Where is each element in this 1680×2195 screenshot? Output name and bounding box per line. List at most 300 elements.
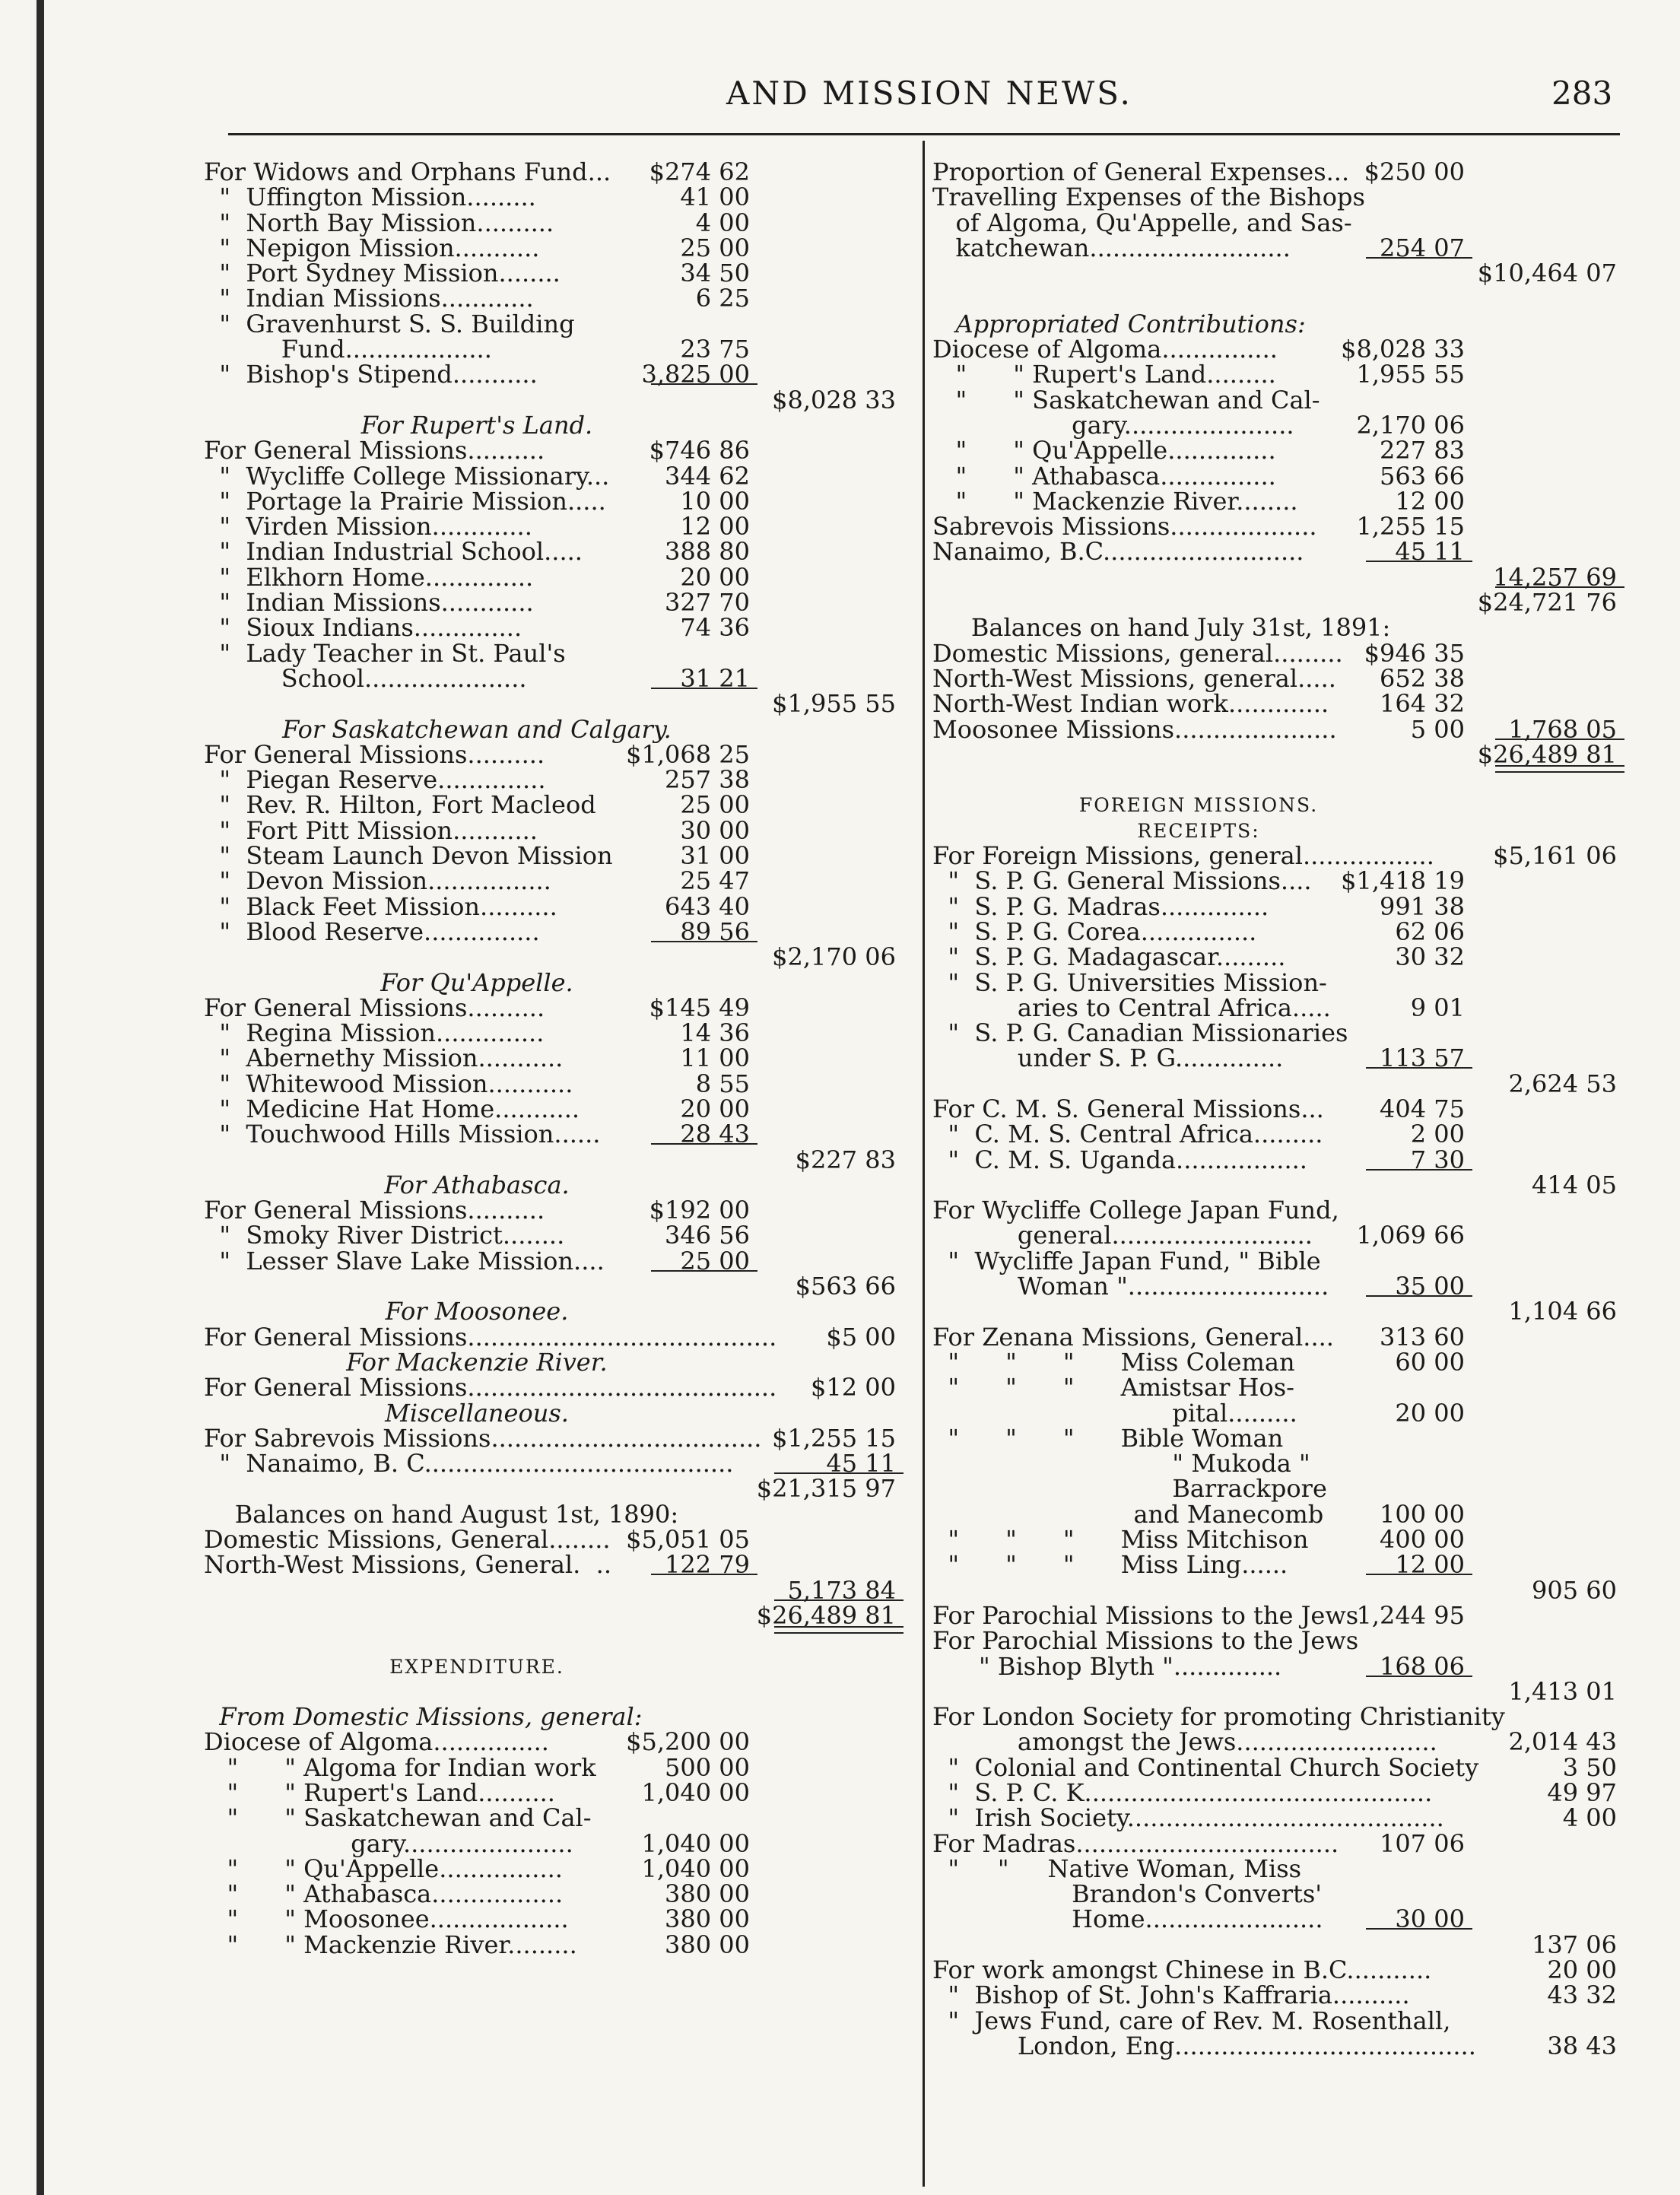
item-amount: $274 62 <box>649 157 750 186</box>
item-amount: 652 38 <box>1380 663 1465 693</box>
total-amount: 49 97 <box>1547 1778 1617 1807</box>
item-amount: 6 25 <box>695 284 750 313</box>
ledger-line <box>932 843 1624 869</box>
item-amount: 254 07 <box>1380 233 1465 262</box>
line-label: For Parochial Missions to the Jews <box>932 1626 1359 1656</box>
line-label: " Nanaimo, B. C........................................ <box>204 1449 734 1479</box>
line-label: " " Saskatchewan and Cal- <box>204 1803 592 1833</box>
section-heading: RECEIPTS: <box>1137 819 1260 842</box>
item-amount: 327 70 <box>665 588 750 618</box>
ledger-line <box>932 1274 1624 1299</box>
item-amount: 8 55 <box>695 1069 750 1098</box>
ledger-line <box>932 1299 1624 1324</box>
ledger-line <box>932 1423 1624 1453</box>
item-amount: 12 00 <box>1395 1550 1465 1580</box>
total-amount: $10,464 07 <box>1477 259 1617 288</box>
ledger-line <box>204 1299 902 1324</box>
sum-rule <box>1366 1067 1472 1069</box>
item-amount: 991 38 <box>1380 891 1465 921</box>
total-amount: 2,014 43 <box>1508 1727 1617 1757</box>
item-amount: 25 00 <box>680 790 750 820</box>
sum-rule <box>1366 257 1472 259</box>
ledger-line <box>932 1651 1624 1681</box>
ledger-line <box>204 410 902 440</box>
sum-rule <box>1366 1574 1472 1575</box>
ledger-line <box>932 1955 1624 1985</box>
total-amount: $26,489 81 <box>1477 739 1617 769</box>
ledger-line <box>204 486 902 516</box>
sum-rule <box>1366 1295 1472 1297</box>
line-label: " C. M. S. Central Africa......... <box>932 1120 1323 1149</box>
ledger-line <box>204 1727 902 1757</box>
ledger-line <box>204 337 902 362</box>
line-label: " Wycliffe Japan Fund, " Bible <box>932 1246 1321 1275</box>
total-amount: 1,768 05 <box>1508 714 1617 744</box>
line-label: For Sabrevois Missions................................... <box>204 1423 762 1453</box>
item-amount: 7 30 <box>1410 1145 1465 1174</box>
ledger-line <box>932 663 1624 693</box>
total-amount: 2,624 53 <box>1508 1069 1617 1098</box>
ledger-line <box>204 1274 902 1299</box>
line-label: aries to Central Africa..... <box>932 993 1331 1022</box>
sum-rule <box>651 688 757 689</box>
ledger-line <box>204 385 902 415</box>
line-label: North-West Missions, general..... <box>932 663 1336 693</box>
item-amount: $1,418 19 <box>1341 866 1465 896</box>
item-amount: 1,244 95 <box>1356 1600 1465 1630</box>
line-label: Appropriated Contributions: <box>932 309 1306 338</box>
ledger-line <box>932 1069 1624 1098</box>
item-amount: 113 57 <box>1380 1043 1465 1073</box>
ledger-line <box>204 689 902 719</box>
line-label: amongst the Jews.......................... <box>932 1727 1437 1757</box>
item-amount: $145 49 <box>649 993 750 1022</box>
line-label: " " Mackenzie River........ <box>932 486 1298 516</box>
item-amount: $192 00 <box>649 1196 750 1225</box>
ledger-line <box>204 1679 902 1704</box>
ledger-line <box>932 689 1624 719</box>
ledger-line <box>932 1828 1624 1858</box>
item-amount: 30 00 <box>680 815 750 845</box>
item-amount: 34 50 <box>680 259 750 288</box>
item-amount: 31 21 <box>680 663 750 693</box>
ledger-line <box>932 1223 1624 1248</box>
line-label: North-West Indian work............. <box>932 689 1329 719</box>
ledger-line <box>932 1499 1624 1529</box>
ledger-line <box>932 438 1624 463</box>
item-amount: 12 00 <box>1395 486 1465 516</box>
item-amount: 1,255 15 <box>1356 512 1465 542</box>
line-label: " Mukoda " <box>932 1449 1310 1479</box>
ledger-line <box>204 1525 902 1555</box>
ledger-line <box>932 1854 1624 1883</box>
line-label: " Lady Teacher in St. Paul's <box>204 638 566 668</box>
line-label: " Indian Industrial School..... <box>204 537 583 567</box>
line-label: " " Algoma for Indian work <box>204 1752 596 1782</box>
line-label: " S. P. G. Corea............... <box>932 916 1257 946</box>
line-label: gary...................... <box>204 1828 573 1858</box>
line-label: " Piegan Reserve.............. <box>204 765 546 795</box>
line-label: " Uffington Mission......... <box>204 183 536 212</box>
section-heading: For Rupert's Land. <box>360 410 593 440</box>
line-label: For General Missions.......... <box>204 1196 545 1225</box>
item-amount: 20 00 <box>1395 1398 1465 1428</box>
line-label: For Widows and Orphans Fund... <box>204 157 611 186</box>
ledger-line <box>204 1628 902 1653</box>
total-amount: 905 60 <box>1532 1575 1617 1605</box>
ledger-line <box>932 233 1624 262</box>
line-label: For Foreign Missions, general................. <box>932 841 1434 871</box>
line-label: " S. P. G. Universities Mission- <box>932 967 1327 997</box>
line-label: " " Athabasca............... <box>932 461 1276 491</box>
sum-rule <box>651 383 757 385</box>
line-label: " Fort Pitt Mission........... <box>204 815 538 845</box>
item-amount: 380 00 <box>665 1930 750 1959</box>
ledger-line <box>204 562 902 592</box>
line-label: For C. M. S. General Missions... <box>932 1094 1324 1123</box>
ledger-line <box>204 537 902 567</box>
item-amount: 500 00 <box>665 1752 750 1782</box>
ledger-line <box>932 1879 1624 1909</box>
ledger-line <box>204 1170 902 1199</box>
line-label: " Blood Reserve............... <box>204 916 540 946</box>
ledger-line <box>204 1398 902 1428</box>
item-amount: 11 00 <box>680 1043 750 1073</box>
item-amount: 25 00 <box>680 233 750 262</box>
line-label: " Indian Missions............ <box>204 588 534 618</box>
ledger-line <box>932 1018 1624 1048</box>
line-label: " Gravenhurst S. S. Building <box>204 309 575 338</box>
ledger-line <box>932 1600 1624 1630</box>
total-amount: 20 00 <box>1547 1955 1617 1985</box>
ledger-line <box>204 512 902 542</box>
ledger-line <box>932 1122 1624 1147</box>
ledger-line <box>932 1145 1624 1174</box>
ledger-line <box>204 613 902 643</box>
line-label: For General Missions........................................ <box>204 1322 777 1352</box>
line-label: Diocese of Algoma............... <box>204 1727 549 1757</box>
line-label: " S. P. G. Madagascar......... <box>932 942 1286 972</box>
line-label: " North Bay Mission.......... <box>204 208 554 237</box>
ledger-line <box>204 1145 902 1174</box>
line-label: For General Missions.......... <box>204 993 545 1022</box>
ledger-line <box>932 1170 1624 1199</box>
item-amount: 643 40 <box>665 891 750 921</box>
line-label: For Madras.................................. <box>932 1828 1339 1858</box>
ledger-line <box>204 866 902 896</box>
ledger-line <box>204 1600 902 1630</box>
line-label: " Lesser Slave Lake Mission.... <box>204 1246 605 1275</box>
item-amount: $250 00 <box>1364 157 1465 186</box>
line-label: gary...................... <box>932 410 1294 440</box>
item-amount: 168 06 <box>1380 1651 1465 1681</box>
line-label: Fund................... <box>204 335 492 364</box>
ledger-line <box>932 1780 1624 1806</box>
line-label: From Domestic Missions, general: <box>204 1702 643 1732</box>
ledger-line <box>932 410 1624 440</box>
ledger-line <box>204 1094 902 1123</box>
ledger-line <box>204 1198 902 1223</box>
item-amount: 2,170 06 <box>1356 410 1465 440</box>
line-label: Brandon's Converts' <box>932 1879 1323 1909</box>
item-amount: 4 00 <box>695 208 750 237</box>
line-label: " Rev. R. Hilton, Fort Macleod <box>204 790 596 820</box>
item-amount: 35 00 <box>1395 1272 1465 1301</box>
ledger-line <box>932 993 1624 1022</box>
ledger-line <box>204 1122 902 1147</box>
item-amount: 41 00 <box>680 183 750 212</box>
item-amount: 3,825 00 <box>641 360 750 389</box>
total-amount: $24,721 76 <box>1477 588 1617 618</box>
section-heading: For Moosonee. <box>385 1297 569 1326</box>
line-label: Moosonee Missions..................... <box>932 714 1337 744</box>
ledger-line <box>204 1375 902 1400</box>
ledger-line <box>204 1854 902 1883</box>
ledger-line <box>932 1904 1624 1934</box>
ledger-line <box>932 1550 1624 1580</box>
ledger-line <box>204 1575 902 1605</box>
ledger-line <box>932 1930 1624 1959</box>
ledger-line <box>204 588 902 618</box>
ledger-line <box>204 157 902 186</box>
ledger-line <box>204 1474 902 1504</box>
ledger-line <box>932 1983 1624 2008</box>
total-amount: 1,104 66 <box>1508 1297 1617 1326</box>
line-label: " " " Bible Woman <box>932 1423 1284 1453</box>
item-amount: 25 47 <box>680 866 750 896</box>
total-amount: 5,173 84 <box>787 1575 896 1605</box>
ledger-line <box>204 1828 902 1858</box>
running-title: AND MISSION NEWS. <box>726 75 1132 112</box>
right-column <box>932 157 1624 2060</box>
ledger-line <box>932 362 1624 387</box>
line-label: " " " Miss Coleman <box>932 1347 1295 1377</box>
ledger-line <box>204 1752 902 1782</box>
line-label: " Abernethy Mission........... <box>204 1043 564 1073</box>
item-amount: 344 62 <box>665 461 750 491</box>
sum-rule <box>1366 561 1472 562</box>
sum-rule <box>1366 1169 1472 1171</box>
item-amount: 346 56 <box>665 1221 750 1250</box>
line-label: Home....................... <box>932 1904 1323 1934</box>
item-amount: 227 83 <box>1380 436 1465 465</box>
ledger-line <box>204 843 902 869</box>
left-column <box>204 157 902 1959</box>
item-amount: 257 38 <box>665 765 750 795</box>
ledger-line <box>204 1904 902 1934</box>
total-amount: 414 05 <box>1532 1170 1617 1199</box>
item-amount: 388 80 <box>665 537 750 567</box>
ledger-line <box>204 663 902 693</box>
line-label: " Portage la Prairie Mission..... <box>204 486 606 516</box>
line-label: Travelling Expenses of the Bishops <box>932 183 1365 212</box>
line-label: " Indian Missions............ <box>204 284 534 313</box>
item-amount: 25 00 <box>680 1246 750 1275</box>
line-label: katchewan.......................... <box>932 233 1291 262</box>
ledger-line <box>932 1043 1624 1073</box>
total-amount: 45 11 <box>826 1449 896 1479</box>
line-label: " Nepigon Mission........... <box>204 233 540 262</box>
line-label: " " Rupert's Land......... <box>932 360 1276 389</box>
ledger-line <box>204 185 902 210</box>
total-amount: $1,955 55 <box>772 689 896 719</box>
line-label: For Zenana Missions, General.... <box>932 1322 1334 1352</box>
total-amount: 1,413 01 <box>1508 1676 1617 1706</box>
line-label: " S. P. G. Canadian Missionaries <box>932 1018 1348 1048</box>
ledger-line <box>932 562 1624 592</box>
line-label: pital......... <box>932 1398 1297 1428</box>
ledger-line <box>932 1094 1624 1123</box>
page-header <box>0 75 1680 120</box>
ledger-line <box>204 1550 902 1580</box>
item-amount: 400 00 <box>1380 1525 1465 1555</box>
sum-rule <box>1366 1928 1472 1930</box>
item-amount: 28 43 <box>680 1120 750 1149</box>
ledger-line <box>932 1347 1624 1377</box>
item-amount: $5,051 05 <box>626 1525 750 1555</box>
total-amount: $21,315 97 <box>756 1474 896 1504</box>
binding-edge <box>37 0 44 2195</box>
line-label: and Manecomb <box>932 1499 1324 1529</box>
item-amount: $946 35 <box>1364 638 1465 668</box>
ledger-line <box>932 739 1624 769</box>
ledger-line <box>204 233 902 262</box>
line-label: " Touchwood Hills Mission...... <box>204 1120 601 1149</box>
line-label: Domestic Missions, general......... <box>932 638 1343 668</box>
ledger-line <box>932 1752 1624 1782</box>
item-amount: $5,200 00 <box>626 1727 750 1757</box>
ledger-line <box>204 767 902 793</box>
total-amount: $5,161 06 <box>1493 841 1617 871</box>
ledger-line <box>932 185 1624 210</box>
item-amount: 404 75 <box>1380 1094 1465 1123</box>
total-amount: $227 83 <box>795 1145 896 1174</box>
ledger-line <box>932 2031 1624 2060</box>
total-amount: 14,257 69 <box>1493 562 1617 592</box>
sum-rule <box>1366 1676 1472 1677</box>
line-label: For Wycliffe College Japan Fund, <box>932 1196 1339 1225</box>
total-amount: $26,489 81 <box>756 1600 896 1630</box>
item-amount: 30 32 <box>1395 942 1465 972</box>
section-heading: For Saskatchewan and Calgary. <box>282 714 672 744</box>
ledger-line <box>932 891 1624 921</box>
line-label: " Bishop Blyth ".............. <box>932 1651 1282 1681</box>
item-amount: 380 00 <box>665 1904 750 1934</box>
ledger-line <box>204 309 902 338</box>
total-amount: $563 66 <box>795 1272 896 1301</box>
ledger-line <box>204 815 902 845</box>
ledger-line <box>932 1575 1624 1605</box>
item-amount: 2 00 <box>1410 1120 1465 1149</box>
line-label: For General Missions.......... <box>204 436 545 465</box>
ledger-line <box>932 1246 1624 1275</box>
line-label: " " Mackenzie River......... <box>204 1930 577 1959</box>
item-amount: 12 00 <box>680 512 750 542</box>
item-amount: 31 00 <box>680 841 750 871</box>
section-heading: For Qu'Appelle. <box>380 967 573 997</box>
item-amount: 60 00 <box>1395 1347 1465 1377</box>
line-label: of Algoma, Qu'Appelle, and Sas- <box>932 208 1352 237</box>
ledger-line <box>932 486 1624 516</box>
item-amount: 20 00 <box>680 1094 750 1123</box>
line-label: For work amongst Chinese in B.C........... <box>932 1955 1432 1985</box>
sum-rule <box>651 1270 757 1272</box>
line-label: Nanaimo, B.C.......................... <box>932 537 1304 567</box>
line-label: " Colonial and Continental Church Society <box>932 1752 1479 1782</box>
line-label: " Sioux Indians.............. <box>204 613 522 643</box>
line-label: Diocese of Algoma............... <box>932 335 1278 364</box>
ledger-line <box>204 208 902 237</box>
ledger-line <box>932 1676 1624 1706</box>
item-amount: 89 56 <box>680 916 750 946</box>
total-amount: 137 06 <box>1532 1930 1617 1959</box>
section-heading: FOREIGN MISSIONS. <box>1078 794 1319 817</box>
line-label: " " " Miss Mitchison <box>932 1525 1309 1555</box>
ledger-line <box>204 916 902 946</box>
ledger-line <box>932 767 1624 793</box>
item-amount: 380 00 <box>665 1879 750 1909</box>
line-label: Sabrevois Missions................... <box>932 512 1317 542</box>
ledger-line <box>932 588 1624 618</box>
ledger-line <box>932 1198 1624 1223</box>
total-amount: 43 32 <box>1547 1981 1617 2010</box>
ledger-line <box>932 638 1624 668</box>
ledger-line <box>932 2006 1624 2035</box>
line-label: " Devon Mission................ <box>204 866 551 896</box>
line-label: " Smoky River District........ <box>204 1221 565 1250</box>
ledger-line <box>204 261 902 286</box>
section-heading: Miscellaneous. <box>385 1398 569 1428</box>
ledger-line <box>932 967 1624 997</box>
ledger-line <box>204 739 902 769</box>
ledger-line <box>204 1347 902 1377</box>
line-label: London, Eng....................................... <box>932 2031 1476 2060</box>
sum-rule <box>651 1574 757 1575</box>
ledger-line <box>932 818 1624 843</box>
line-label: " " Moosonee.................. <box>204 1904 569 1934</box>
ledger-line <box>204 1879 902 1909</box>
item-amount: 1,955 55 <box>1356 360 1465 389</box>
ledger-line <box>932 793 1624 818</box>
ledger-line <box>204 1246 902 1275</box>
ledger-line <box>204 1803 902 1833</box>
ledger-line <box>932 916 1624 946</box>
line-label: " Regina Mission.............. <box>204 1018 545 1048</box>
item-amount: 74 36 <box>680 613 750 643</box>
ledger-line <box>932 1525 1624 1555</box>
item-amount: 122 79 <box>665 1550 750 1580</box>
ledger-line <box>932 261 1624 286</box>
ledger-line <box>932 1398 1624 1428</box>
line-label: " " " Amistsar Hos- <box>932 1373 1294 1402</box>
item-amount: $746 86 <box>649 436 750 465</box>
ledger-line <box>204 714 902 744</box>
line-label: " Steam Launch Devon Mission <box>204 841 613 871</box>
line-label: " " Rupert's Land.......... <box>204 1778 555 1807</box>
item-amount: 30 00 <box>1395 1904 1465 1934</box>
line-label: For London Society for promoting Christianity <box>932 1702 1505 1732</box>
ledger-line <box>932 1375 1624 1400</box>
column-separator <box>923 141 925 2187</box>
line-label: Barrackpore <box>932 1474 1327 1504</box>
line-label: Balances on hand July 31st, 1891: <box>932 613 1391 643</box>
item-amount: 1,040 00 <box>641 1854 750 1883</box>
ledger-line <box>204 1223 902 1248</box>
line-label: " S. P. G. Madras.............. <box>932 891 1269 921</box>
ledger-line <box>204 362 902 387</box>
line-label: " Wycliffe College Missionary... <box>204 461 610 491</box>
sum-rule <box>651 941 757 942</box>
